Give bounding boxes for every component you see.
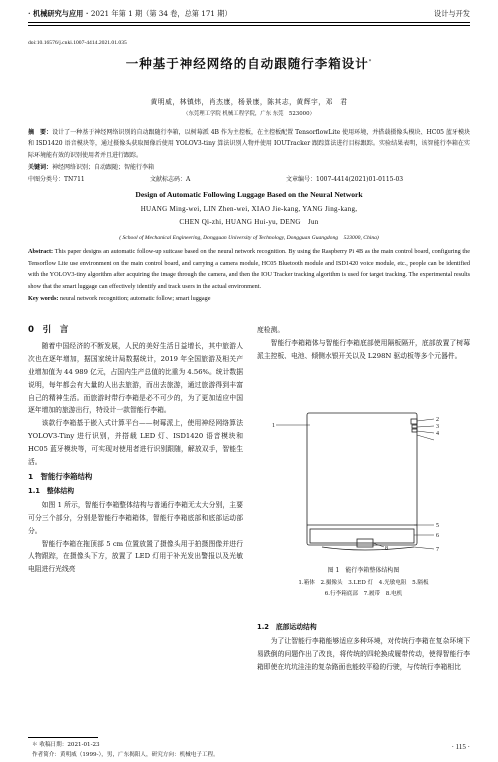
authors-en — [28, 203, 470, 229]
keywords-en-text: neural network recognition; automatic follow; smart luggage — [58, 295, 211, 302]
fig-label-2: 2 — [436, 417, 439, 423]
affiliation-cn: （东莞理工学院 机械工程学院，广东 东莞 523000） — [183, 111, 315, 117]
section-1-2-heading: 1.2 底部运动结构 — [257, 623, 317, 631]
keywords-cn-text: 神经网络识别；自动跟随；智能行李箱 — [52, 164, 155, 171]
structure-paragraph-2: 智能行李箱在拖顶部 5 cm 位置放置了摄像头用于拍摄图像并进行人物跟踪，在摄像头下方，放置了 LED 灯用于补光发出警报以及光敏电阻进行光线亮 — [28, 539, 243, 574]
fig-label-6: 6 — [436, 533, 439, 539]
footnote-author: 作者简介：黄明威（1999-），男，广东揭阳人，研究方向：机械电子工程。 — [32, 752, 219, 758]
figure-1-legend-line2: 6.行李箱底部 7.履带 8.电机 — [324, 591, 403, 597]
title-footnote-mark: * — [368, 58, 373, 65]
doi: doi:10.16576/j.cnki.1007-4414.2021.01.035 — [28, 40, 127, 46]
header-rule — [28, 22, 470, 23]
section-0-heading: 0 引 言 — [28, 325, 69, 335]
footnote-rule — [28, 737, 98, 738]
photoresistor-shape — [412, 429, 417, 432]
paper-title-en: Design of Automatic Following Luggage Based on the Neural Network — [135, 190, 363, 199]
keywords-cn-label: 关键词： — [28, 164, 53, 171]
document-code: 文献标志码：A — [150, 176, 191, 183]
track-shape — [322, 547, 414, 550]
abstract-en — [28, 246, 470, 292]
issue-info: 2021 年第 1 期（第 34 卷，总第 171 期） — [90, 9, 232, 18]
fig-label-7: 7 — [436, 547, 439, 553]
section-1-heading: 1 智能行李箱结构 — [28, 471, 93, 481]
section-category: 设计与开发 — [434, 9, 470, 18]
keywords-cn — [28, 162, 470, 173]
clc-number: 中图分类号：TN711 — [28, 176, 85, 183]
camera-shape — [411, 419, 417, 424]
fig-label-5: 5 — [436, 523, 439, 529]
fig-label-1: 1 — [272, 423, 275, 429]
authors-cn: 黄明威，林镇炜，肖杰康，杨景康，陈其志，黄辉宇，邓 君 — [150, 98, 348, 106]
keywords-en-label: Key words: — [28, 295, 59, 302]
article-number: 文章编号：1007-4414(2021)01-0115-03 — [286, 176, 404, 183]
structure-paragraph-1: 如图 1 所示，智能行李箱整体结构与普通行李箱无太大分别，主要可分三个部分，分别是智能行李箱箱体，智能行李箱底部和底部运动部分。 — [28, 500, 243, 535]
fig-label-8: 8 — [385, 546, 388, 552]
abstract-cn — [28, 127, 470, 161]
intro-paragraph-2: 该款行李箱基于嵌入式计算平台——树莓派上，使用神经网络算法 YOLOV3-Tiny 进行识别，并搭载 LED 灯、ISD1420 语音模块和 HC05 蓝牙模块等，可实现对使用者进行识别跟随，解放双手，智能生活。 — [28, 419, 243, 467]
header-rule-thin — [28, 25, 470, 26]
intro-paragraph-1: 随着中国经济的不断发展，人民的美好生活日益增长，其中旅游人次也在逐年增加，据国家统计局数据统计，2019 年全国旅游及相关产业增加值为 44 989 亿元，占国内生产总值的比重为 4.56%。统计数据说明，每年都会有大量的人出去旅游，而出去旅游，通过旅游得到丰富自己的精神生活。而旅游时带行李箱是必不可少的，为了更加适应中国逐年增加的旅游出行，特设计一款智能行李箱。 — [28, 341, 243, 415]
page-number: · 115 · — [451, 743, 470, 751]
affiliation-en: ( School of Mechanical Engineering, Dongguan University of Technology, Dongguan Guangdong 523000, China) — [119, 235, 379, 241]
luggage-bottom-shape — [310, 529, 414, 543]
figure-1-legend — [257, 578, 470, 600]
fig-label-3: 3 — [436, 424, 439, 430]
abstract-cn-label: 摘 要： — [28, 129, 53, 136]
paper-title-cn-text: 一种基于神经网络的自动跟随行李箱设计 — [125, 56, 369, 71]
paper-title-cn — [28, 54, 470, 72]
authors-en-line1: HUANG Ming-wei, LIN Zhen-wei, XIAO Jie-kang, YANG Jing-kang, — [140, 205, 358, 213]
figure-1-luggage-diagram — [262, 407, 462, 557]
body-column-left — [28, 324, 243, 576]
body-column-right — [257, 324, 470, 363]
footnote-received: ＊ 收稿日期：2021-01-23 — [32, 742, 100, 748]
motion-paragraph-1: 为了让智能行李箱能够适应多种环境，对传统行李箱在复杂环境下易跌倒的问题作出了改良，将传统的四轮换成履带传动，使得智能行李箱即使在坑坑洼洼的复杂路面也能较平稳的行驶，与传统行李箱相比 — [257, 636, 470, 671]
figure-1-caption: 图 1 能行李箱整体结构图 — [327, 567, 400, 574]
led-shape — [412, 425, 417, 428]
abstract-en-text: This paper designs an automatic follow-up suitcase based on the neural network recognition. By using the Raspberry Pi 4B as the main control board, configuring the Tensorflow Lite use environment on the main control board, and carrying a camera module, HC05 Bluetooth module and ISD1420 voice module, etc., people can be identified with the YOLOV3-tiny algorithm after acquiring the image through the camera, and then the IOU Tracker tracking algorithm is used for target tracking. The experimental results show that the smart luggage can effectively identify and track users in the actual environment. — [28, 248, 470, 290]
abstract-en-label: Abstract: — [28, 248, 54, 255]
continued-paragraph: 度检测。 — [257, 326, 285, 334]
journal-name: · 机械研究与应用 · — [28, 9, 89, 18]
partition-paragraph: 智能行李箱箱体与智能行李箱底部使用隔板隔开，底部放置了树莓派主控板、电池、倾侧水银开关以及 L298N 驱动板等多个元器件。 — [257, 338, 470, 360]
fig-label-4: 4 — [436, 431, 439, 437]
authors-en-line2: CHEN Qi-zhi, HUANG Hui-yu, DENG Jun — [179, 218, 319, 226]
section-1-1-heading: 1.1 整体结构 — [28, 486, 75, 495]
figure-1-legend-line1: 1.箱体 2.摄像头 3.LED 灯 4.光敏电阻 5.隔板 — [298, 580, 429, 586]
keywords-en — [28, 293, 470, 304]
abstract-cn-text: 设计了一种基于神经网络识别的自动跟随行李箱，以树莓派 4B 作为主控板，在主控板配置 TensorflowLite 使用环境，并搭载摄像头模块、HC05 蓝牙模块和 ISD1420 语音模块等，通过摄像头获取图像后使用 YOLOV3-tiny 算法识别人物并使用 IOUTracker 跟踪算法进行目标跟踪。实验结果表明，该智能行李箱在实际环境能有效的识别使用者并且进行跟踪。 — [28, 129, 470, 159]
body-column-right-bottom — [257, 620, 470, 674]
journal-header — [28, 9, 232, 19]
